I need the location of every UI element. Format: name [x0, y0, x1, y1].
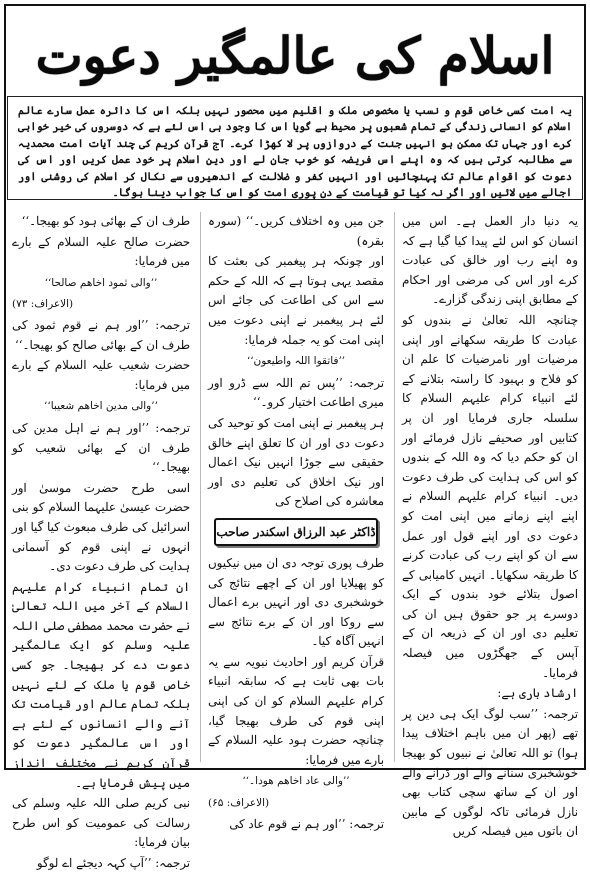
- article-title: اسلام کی عالمگیر دعوت: [35, 26, 555, 85]
- column-right: [402, 212, 578, 839]
- paragraph: قرآن کریم اور احادیث نبویہ سے یہ بات بھی ثابت ہے کہ سابقہ انبیاء کرام علیہم السلام کو ان کی اپنی اپنی قوم کی طرف بھیجا گیا، چنانچہ حضرت ہود علیہ السلام کے بارے میں فرمایا:: [208, 654, 384, 767]
- intro-text: یہ امت کسی خاص قوم و نسب یا مخصوص ملک و اقلیم میں محصور نہیں بلکہ اس کا دائرہ عمل سارے عالم اسلام کو انسانی زندگی کے تمام شعبوں پر محیط ہے گویا اس کا وجود ہی اس لئے ہے کہ دوسروں کی خیر خواہی کرے اور جہاں تک ممکن ہو انہیں جنت کے دروازوں پر لا کھڑا کرے۔ آج قرآن کریم کی چند آیات امت محمدیہ سے مطالبہ کرتی ہیں کہ وہ اپنے اس فریضہ کو خوب جان لے اور دین اسلام پر خود عمل کریں اور اس کی دعوت کو اقوام عالم تک پہنچائیں اور انہیں کفر و ضلالت کے اندھیروں سے نکال کر اسلام کی روشنی اور اجالے میں لائیں اور اگر نہ کیا تو قیامت کے دن پوری امت کو اس کا جواب دینا ہوگا۔: [18, 105, 572, 200]
- paragraph: ہر پیغمبر نے اپنی امت کو توحید کی دعوت دی اور ان کا تعلق اپنے خالق حقیقی سے جوڑا انہیں نیک اعمال اور نیک اخلاق کی تعلیم دی اور معاشرہ کی اصلاح کی: [208, 415, 384, 509]
- paragraph: ترجمہ: ’’اور ہم نے اہل مدین کی طرف ان کے بھائی شعیب کو بھیجا۔‘‘: [12, 420, 190, 475]
- paragraph: حضرت شعیب علیہ السلام کے بارے میں فرمایا:: [12, 358, 190, 392]
- quran-verse: ’’فاتقوا اللہ واطیعون‘‘: [246, 355, 346, 368]
- paragraph: ان تمام انبیاء کرام علیہم السلام کے آخر میں اللہ تعالیٰ نے حضرت محمد مصطفی صلی اللہ علیہ وسلم کو ایک عالمگیر دعوت دے کر بھیجا۔ جو کسی خاص قوم یا ملک کے لئے نہیں بلکہ تمام عالم اور قیامت تک آنے والے انسانوں کے لئے ہے اور اس عالمگیر دعوت کو قرآن کریم نے مختلف انداز میں پیش فرمایا ہے۔: [12, 579, 190, 790]
- paragraph: طرف ان کے بھائی ہود کو بھیجا۔‘‘: [21, 214, 190, 228]
- paragraph: یہ دنیا دار العمل ہے۔ اس میں انسان کو اس لئے پیدا کیا گیا ہے کہ وہ اپنے رب اور خالق کی عبادت کرے اور اس کی مرضی اور احکام کے مطابق اپنی زندگی گزارے۔: [402, 214, 578, 307]
- paragraph: نبی کریم صلی اللہ علیہ وسلم کی رسالت کی عمومیت کو اس طرح بیان فرمایا:: [12, 796, 190, 850]
- paragraph: چنانچہ اللہ تعالیٰ نے بندوں کو عبادت کا طریقہ سکھانے اور اپنی مرضیات اور نامرضیات کا علم ان کو فلاح و بہبود کا راستہ بتلانے کے لئے انبیاء کرام علیہم السلام کا سلسلہ جاری فرمایا اور ان پر کتابیں اور صحیفے نازل فرمائے اور ان کو حکم دیا کہ وہ اللہ کے بندوں کو اس کی ہدایت کی طرف دعوت دیں۔ انبیاء کرام علیہم السلام نے اپنے اپنے زمانے میں اپنی امت کو دعوت دی اور اپنے قول اور عمل سے ان کو اپنے رب کی عبادت کرنے کا طریقہ سکھایا۔ انہیں کامیابی کے اصول بتلائے خود بندوں کے ایک دوسرے پر جو حقوق ہیں ان کی تعلیم دی اور ان کے ذریعہ ان کے آپس کے جھگڑوں میں فیصلہ فرمایا۔: [402, 312, 578, 680]
- column-left: [12, 212, 190, 870]
- paragraph: ترجمہ: ’’سب لوگ ایک ہی دین پر تھے (پھر ان میں باہم اختلاف پیدا ہوا) تو اللہ تعالیٰ نے نبیوں کو بھیجا خوشخبری سنانے والے اور ڈرانے والے اور ان کے ساتھ سچی کتاب بھی نازل فرمائی تاکہ لوگوں کے مابین ان باتوں میں فیصلہ کریں: [402, 706, 578, 839]
- paragraph: ترجمہ: ’’اور ہم نے قوم ثمود کی طرف ان کے بھائی صالح کو بھیجا۔‘‘: [12, 317, 190, 352]
- author-byline: ڈاکٹر عبد الرزاق اسکندر صاحب: [214, 518, 378, 546]
- paragraph: ترجمہ: ’’پس تم اللہ سے ڈرو اور میری اطاعت اختیار کرو۔‘‘: [208, 375, 384, 410]
- quran-verse: ’’والی ثمود اخاھم صالحا‘‘: [44, 276, 158, 289]
- paragraph: طرف پوری توجہ دی ان میں نیکیوں کو پھیلایا اور ان کے اچھے نتائج کی خوشخبری دی اور انہیں برے اعمال سے روکا اور ان کے برے نتائج سے انہیں آگاہ کیا۔: [208, 555, 384, 649]
- article-body: [12, 212, 578, 870]
- paragraph: جن میں وہ اختلاف کریں۔‘‘ (سورہ بقرہ): [208, 214, 384, 248]
- quran-verse: ’’والی مدین اخاھم شعیبا‘‘: [44, 400, 158, 413]
- verse-reference: (الاعراف: ۶۵): [208, 797, 270, 810]
- paragraph: اسی طرح حضرت موسیٰ اور حضرت عیسیٰ علیہما السلام کو بنی اسرائیل کی طرف مبعوث کیا گیا اور انہوں نے اپنی قوم کو آسمانی ہدایت کی طرف دعوت دی۔: [12, 480, 190, 574]
- paragraph: ترجمہ: ’’آپ کہہ دیجئے اے لوگو: [36, 856, 190, 870]
- paragraph: ترجمہ: ’’اور ہم نے قوم عاد کی: [229, 816, 384, 831]
- verse-reference: (الاعراف: ۷۳): [12, 298, 74, 311]
- paragraph: اور چونکہ ہر پیغمبر کی بعثت کا مقصد یہی ہوتا ہے کہ اللہ کے حکم سے اس کی اطاعت کی جائے اس لئے ہر پیغمبر نے اپنی دعوت میں اپنی امت کو یہ جملہ فرمایا:: [208, 254, 384, 347]
- paragraph: ارشاد باری ہے:: [497, 686, 578, 701]
- paragraph: حضرت صالح علیہ السلام کے بارے میں فرمایا:: [12, 234, 190, 269]
- intro-box: [7, 96, 583, 200]
- quran-verse: ’’والی عاد اخاھم ھودا۔‘‘: [242, 775, 350, 788]
- column-middle: [208, 212, 384, 831]
